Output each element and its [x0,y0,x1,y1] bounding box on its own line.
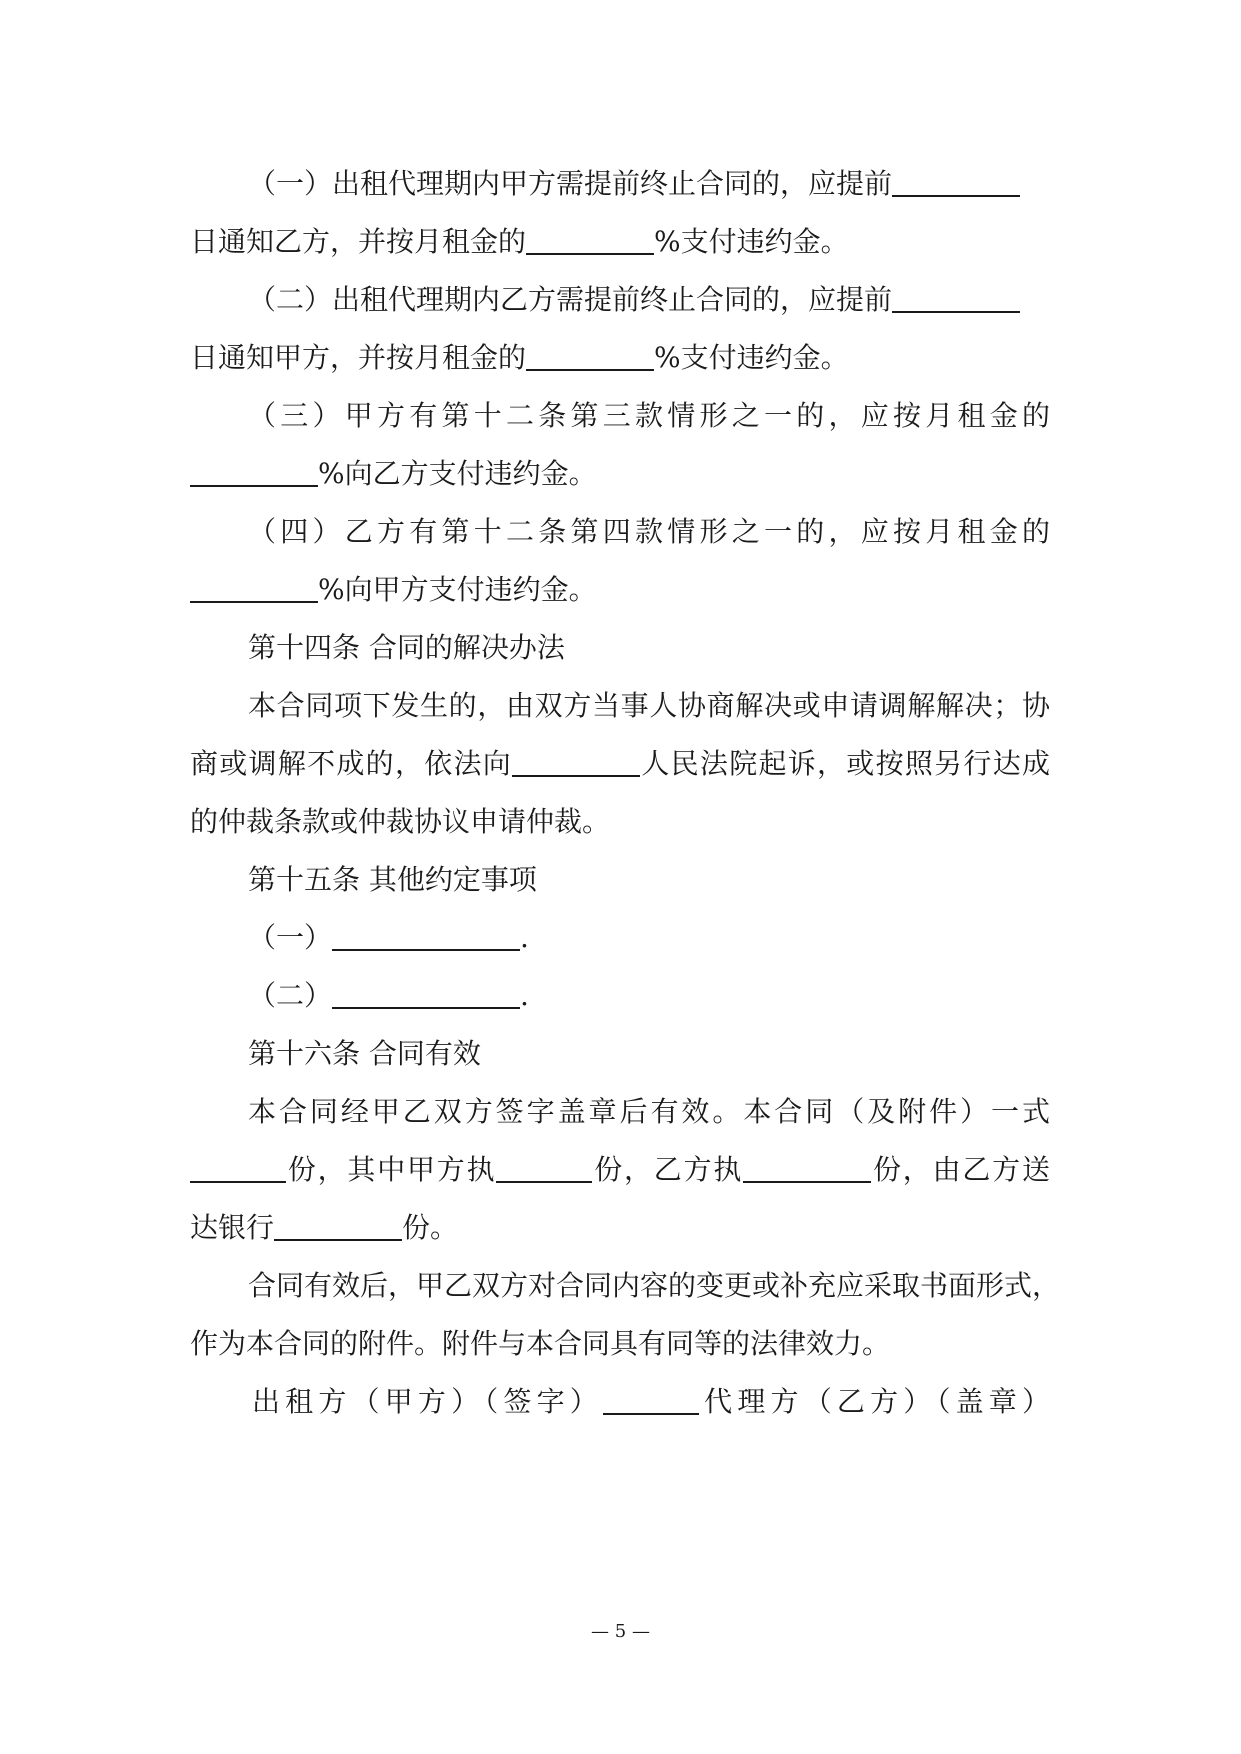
clause16-paragraph-line4 [248,1266,1061,1306]
blank-field[interactable] [496,1153,592,1183]
clause16-text: 份，其中甲方执 [286,1153,497,1186]
clause13-item1-text: %支付违约金。 [654,225,849,258]
clause13-item3-text: %向乙方支付违约金。 [318,457,597,490]
lessor-signature-label: 出租方（甲方）（签字） [252,1385,603,1418]
blank-field[interactable] [190,573,318,603]
clause16-paragraph-line5: 作为本合同的附件。附件与本合同具有同等的法律效力。 [190,1327,891,1360]
clause16-text: 达银行 [190,1211,275,1244]
clause16-text: 本合同经甲乙双方签字盖章后有效。本合同（及附件）一式 [248,1095,1050,1128]
clause14-paragraph-line1 [248,686,1050,726]
clause16-text: 份，乙方执 [592,1153,744,1186]
clause16-text: 合同有效后，甲乙双方对合同内容的变更或补充应采取书面形式， [248,1269,1061,1302]
blank-field[interactable] [892,167,1020,197]
blank-field[interactable] [332,979,520,1009]
blank-field[interactable] [332,921,520,951]
blank-field[interactable] [190,457,318,487]
clause16-text: 份。 [402,1211,459,1244]
blank-field[interactable] [190,1153,286,1183]
agent-seal-label: 代理方（乙方）（盖章） [699,1385,1050,1418]
clause13-item3-text: （三）甲方有第十二条第三款情形之一的，应按月租金的 [248,399,1050,432]
clause13-item4-line2 [190,570,1050,610]
blank-field[interactable] [892,283,1020,313]
clause13-item1-line1 [248,164,1108,204]
blank-field[interactable] [526,225,654,255]
clause15-item2-label: （二） [248,979,333,1012]
clause16-text: 份，由乙方送 [871,1153,1050,1186]
clause13-item2-text: （二）出租代理期内乙方需提前终止合同的，应提前 [248,283,893,316]
clause16-paragraph-line1 [248,1092,1050,1132]
lessor-signature-blank[interactable] [603,1385,699,1415]
clause13-item2-text: 日通知甲方，并按月租金的 [190,341,527,374]
clause13-item3-line1 [248,396,1050,436]
blank-field[interactable] [743,1153,871,1183]
clause13-item1-text: 日通知乙方，并按月租金的 [190,225,527,258]
clause15-item2 [248,976,1108,1016]
clause13-item2-line1 [248,280,1108,320]
clause15-item1 [248,918,1108,958]
clause14-title: 第十四条 合同的解决办法 [248,631,565,664]
clause13-item1-line2 [190,222,1050,262]
signature-line [252,1382,1050,1422]
clause14-paragraph-line3: 的仲裁条款或仲裁协议申请仲裁。 [190,805,611,838]
clause15-item1-label: （一） [248,921,333,954]
clause16-paragraph-line2 [190,1150,1050,1190]
clause13-item4-line1 [248,512,1050,552]
blank-field[interactable] [526,341,654,371]
clause14-text: 本合同项下发生的，由双方当事人协商解决或申请调解解决；协 [248,689,1050,722]
clause14-text: 人民法院起诉，或按照另行达成 [640,747,1050,780]
clause13-item2-text: %支付违约金。 [654,341,849,374]
period: . [520,921,529,954]
blank-field[interactable] [512,747,640,777]
clause13-item3-line2 [190,454,1050,494]
clause13-item4-text: %向甲方支付违约金。 [318,573,597,606]
clause15-title: 第十五条 其他约定事项 [248,863,537,896]
page-number: — 5 — [591,1621,650,1642]
clause16-paragraph-line3 [190,1208,1050,1248]
clause14-text: 商或调解不成的，依法向 [190,747,513,780]
clause13-item1-text: （一）出租代理期内甲方需提前终止合同的，应提前 [248,167,893,200]
clause13-item4-text: （四）乙方有第十二条第四款情形之一的，应按月租金的 [248,515,1050,548]
clause14-paragraph-line2 [190,744,1050,784]
period: . [520,979,529,1012]
clause13-item2-line2 [190,338,1050,378]
clause16-title: 第十六条 合同有效 [248,1037,481,1070]
blank-field[interactable] [274,1211,402,1241]
